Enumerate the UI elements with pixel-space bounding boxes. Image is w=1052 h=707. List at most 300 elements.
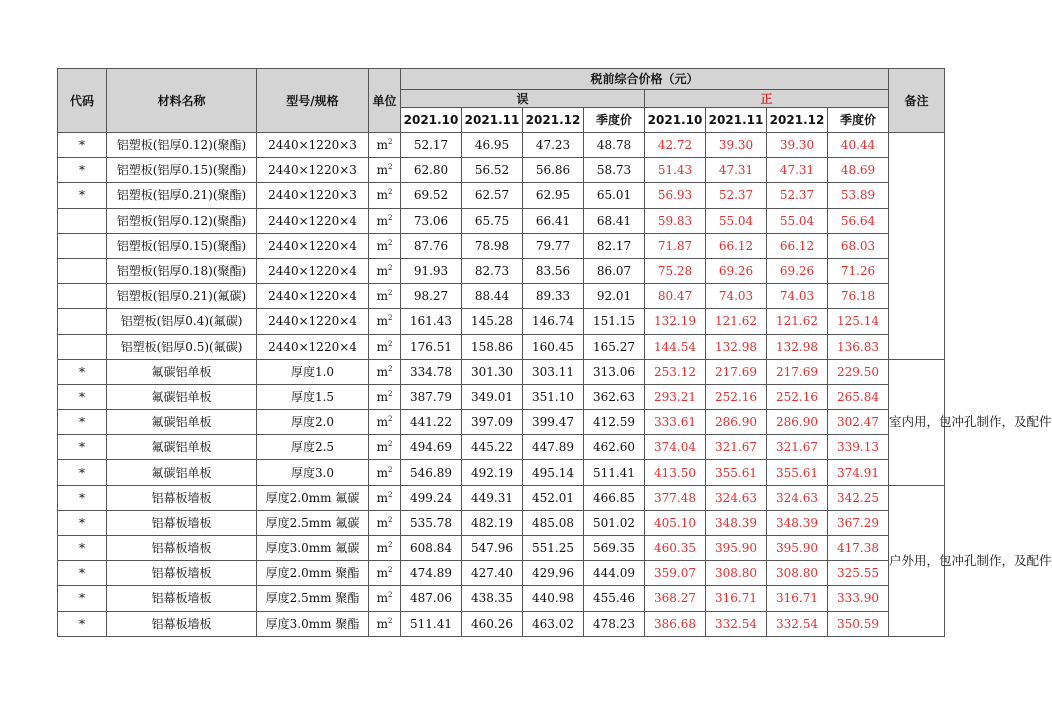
correct-price-cell: 48.69 — [828, 158, 889, 183]
unit-base: m — [376, 515, 388, 530]
table-row — [58, 309, 945, 334]
correct-price-cell: 286.90 — [706, 410, 767, 435]
table-row — [58, 460, 945, 485]
unit-cell — [369, 536, 401, 561]
code-cell: * — [58, 410, 107, 435]
code-cell — [58, 258, 107, 283]
wrong-price-cell: 460.26 — [462, 611, 523, 636]
header-correct: 正 — [645, 90, 889, 108]
spec-cell: 2440×1220×4 — [257, 334, 369, 359]
correct-price-cell: 217.69 — [767, 359, 828, 384]
remark-indoor: 室内用，包冲孔制作，及配件 — [889, 359, 945, 485]
wrong-price-cell: 569.35 — [584, 536, 645, 561]
wrong-price-cell: 351.10 — [523, 384, 584, 409]
unit-base: m — [376, 389, 388, 404]
header-spec: 型号/规格 — [257, 69, 369, 133]
spec-cell: 2440×1220×4 — [257, 233, 369, 258]
wrong-price-cell: 89.33 — [523, 284, 584, 309]
correct-price-cell: 286.90 — [767, 410, 828, 435]
correct-price-cell: 316.71 — [706, 586, 767, 611]
unit-superscript: 2 — [387, 616, 393, 625]
unit-cell — [369, 258, 401, 283]
code-cell — [58, 334, 107, 359]
correct-price-cell: 71.87 — [645, 233, 706, 258]
unit-superscript: 2 — [387, 490, 393, 499]
unit-base: m — [376, 490, 388, 505]
unit-base: m — [376, 138, 388, 153]
correct-price-cell: 121.62 — [706, 309, 767, 334]
unit-cell — [369, 410, 401, 435]
table-row — [58, 611, 945, 636]
wrong-price-cell: 98.27 — [401, 284, 462, 309]
spec-cell: 厚度2.0 — [257, 410, 369, 435]
table-row — [58, 435, 945, 460]
unit-superscript: 2 — [387, 264, 393, 273]
correct-price-cell: 348.39 — [767, 510, 828, 535]
wrong-price-cell: 452.01 — [523, 485, 584, 510]
unit-superscript: 2 — [387, 364, 393, 373]
correct-price-cell: 293.21 — [645, 384, 706, 409]
wrong-price-cell: 397.09 — [462, 410, 523, 435]
unit-cell — [369, 208, 401, 233]
unit-cell — [369, 510, 401, 535]
correct-price-cell: 59.83 — [645, 208, 706, 233]
wrong-price-cell: 313.06 — [584, 359, 645, 384]
header-correct-month-1: 2021.10 — [645, 108, 706, 133]
header-wrong-month-2: 2021.11 — [462, 108, 523, 133]
correct-price-cell: 321.67 — [706, 435, 767, 460]
table-row — [58, 158, 945, 183]
unit-base: m — [376, 566, 388, 581]
correct-price-cell: 55.04 — [767, 208, 828, 233]
correct-price-cell: 132.19 — [645, 309, 706, 334]
wrong-price-cell: 501.02 — [584, 510, 645, 535]
unit-base: m — [376, 238, 388, 253]
unit-cell — [369, 435, 401, 460]
remark-outdoor: 户外用，包冲孔制作，及配件 — [889, 485, 945, 636]
unit-superscript: 2 — [387, 389, 393, 398]
unit-cell — [369, 359, 401, 384]
wrong-price-cell: 463.02 — [523, 611, 584, 636]
wrong-price-cell: 78.98 — [462, 233, 523, 258]
correct-price-cell: 332.54 — [706, 611, 767, 636]
correct-price-cell: 80.47 — [645, 284, 706, 309]
wrong-price-cell: 547.96 — [462, 536, 523, 561]
correct-price-cell: 125.14 — [828, 309, 889, 334]
unit-base: m — [376, 188, 388, 203]
unit-base: m — [376, 541, 388, 556]
wrong-price-cell: 301.30 — [462, 359, 523, 384]
header-remark: 备注 — [889, 69, 945, 133]
material-name-cell: 铝塑板(铝厚0.5)(氟碳) — [107, 334, 257, 359]
remark-cell-empty — [889, 133, 945, 360]
material-name-cell: 铝塑板(铝厚0.21)(氟碳) — [107, 284, 257, 309]
spec-cell: 厚度3.0mm 氟碳 — [257, 536, 369, 561]
material-name-cell: 铝幕板墙板 — [107, 611, 257, 636]
wrong-price-cell: 444.09 — [584, 561, 645, 586]
header-price-group: 税前综合价格（元） — [401, 69, 889, 90]
unit-cell — [369, 284, 401, 309]
wrong-price-cell: 455.46 — [584, 586, 645, 611]
correct-price-cell: 321.67 — [767, 435, 828, 460]
material-name-cell: 铝塑板(铝厚0.21)(聚酯) — [107, 183, 257, 208]
unit-superscript: 2 — [387, 415, 393, 424]
correct-price-cell: 68.03 — [828, 233, 889, 258]
material-name-cell: 铝幕板墙板 — [107, 485, 257, 510]
wrong-price-cell: 535.78 — [401, 510, 462, 535]
header-wrong-quarter: 季度价 — [584, 108, 645, 133]
correct-price-cell: 308.80 — [767, 561, 828, 586]
wrong-price-cell: 160.45 — [523, 334, 584, 359]
wrong-price-cell: 66.41 — [523, 208, 584, 233]
material-name-cell: 氟碳铝单板 — [107, 410, 257, 435]
wrong-price-cell: 447.89 — [523, 435, 584, 460]
material-name-cell: 氟碳铝单板 — [107, 384, 257, 409]
wrong-price-cell: 492.19 — [462, 460, 523, 485]
correct-price-cell: 374.04 — [645, 435, 706, 460]
code-cell — [58, 208, 107, 233]
correct-price-cell: 55.04 — [706, 208, 767, 233]
spec-cell: 2440×1220×4 — [257, 284, 369, 309]
wrong-price-cell: 158.86 — [462, 334, 523, 359]
wrong-price-cell: 58.73 — [584, 158, 645, 183]
correct-price-cell: 71.26 — [828, 258, 889, 283]
correct-price-cell: 52.37 — [706, 183, 767, 208]
header-code: 代码 — [58, 69, 107, 133]
code-cell: * — [58, 561, 107, 586]
material-name-cell: 铝塑板(铝厚0.12)(聚酯) — [107, 133, 257, 158]
header-material-name: 材料名称 — [107, 69, 257, 133]
header-wrong-month-1: 2021.10 — [401, 108, 462, 133]
code-cell: * — [58, 460, 107, 485]
wrong-price-cell: 441.22 — [401, 410, 462, 435]
unit-base: m — [376, 264, 388, 279]
wrong-price-cell: 349.01 — [462, 384, 523, 409]
wrong-price-cell: 438.35 — [462, 586, 523, 611]
wrong-price-cell: 362.63 — [584, 384, 645, 409]
unit-superscript: 2 — [387, 213, 393, 222]
spec-cell: 厚度2.5 — [257, 435, 369, 460]
wrong-price-cell: 485.08 — [523, 510, 584, 535]
correct-price-cell: 350.59 — [828, 611, 889, 636]
unit-superscript: 2 — [387, 314, 393, 323]
wrong-price-cell: 68.41 — [584, 208, 645, 233]
table-row — [58, 284, 945, 309]
correct-price-cell: 252.16 — [706, 384, 767, 409]
correct-price-cell: 342.25 — [828, 485, 889, 510]
wrong-price-cell: 165.27 — [584, 334, 645, 359]
spec-cell: 2440×1220×3 — [257, 158, 369, 183]
unit-base: m — [376, 289, 388, 304]
table-row — [58, 561, 945, 586]
spec-cell: 厚度3.0mm 聚酯 — [257, 611, 369, 636]
correct-price-cell: 69.26 — [767, 258, 828, 283]
wrong-price-cell: 334.78 — [401, 359, 462, 384]
correct-price-cell: 413.50 — [645, 460, 706, 485]
unit-cell — [369, 561, 401, 586]
wrong-price-cell: 494.69 — [401, 435, 462, 460]
spec-cell: 厚度2.5mm 聚酯 — [257, 586, 369, 611]
wrong-price-cell: 82.73 — [462, 258, 523, 283]
wrong-price-cell: 65.01 — [584, 183, 645, 208]
unit-superscript: 2 — [387, 566, 393, 575]
unit-superscript: 2 — [387, 163, 393, 172]
correct-price-cell: 69.26 — [706, 258, 767, 283]
header-correct-month-2: 2021.11 — [706, 108, 767, 133]
correct-price-cell: 52.37 — [767, 183, 828, 208]
code-cell: * — [58, 359, 107, 384]
unit-base: m — [376, 364, 388, 379]
correct-price-cell: 405.10 — [645, 510, 706, 535]
material-name-cell: 铝幕板墙板 — [107, 586, 257, 611]
wrong-price-cell: 499.24 — [401, 485, 462, 510]
correct-price-cell: 460.35 — [645, 536, 706, 561]
material-name-cell: 铝幕板墙板 — [107, 536, 257, 561]
unit-base: m — [376, 415, 388, 430]
wrong-price-cell: 46.95 — [462, 133, 523, 158]
correct-price-cell: 39.30 — [767, 133, 828, 158]
spec-cell: 2440×1220×4 — [257, 309, 369, 334]
code-cell: * — [58, 586, 107, 611]
unit-superscript: 2 — [387, 188, 393, 197]
unit-cell — [369, 586, 401, 611]
wrong-price-cell: 56.86 — [523, 158, 584, 183]
unit-superscript: 2 — [387, 339, 393, 348]
spec-cell: 厚度2.5mm 氟碳 — [257, 510, 369, 535]
wrong-price-cell: 412.59 — [584, 410, 645, 435]
code-cell — [58, 309, 107, 334]
code-cell: * — [58, 485, 107, 510]
wrong-price-cell: 487.06 — [401, 586, 462, 611]
wrong-price-cell: 87.76 — [401, 233, 462, 258]
correct-price-cell: 75.28 — [645, 258, 706, 283]
correct-price-cell: 377.48 — [645, 485, 706, 510]
wrong-price-cell: 427.40 — [462, 561, 523, 586]
wrong-price-cell: 482.19 — [462, 510, 523, 535]
unit-superscript: 2 — [387, 465, 393, 474]
correct-price-cell: 66.12 — [706, 233, 767, 258]
correct-price-cell: 359.07 — [645, 561, 706, 586]
correct-price-cell: 333.61 — [645, 410, 706, 435]
wrong-price-cell: 429.96 — [523, 561, 584, 586]
wrong-price-cell: 551.25 — [523, 536, 584, 561]
unit-cell — [369, 183, 401, 208]
correct-price-cell: 74.03 — [767, 284, 828, 309]
code-cell: * — [58, 510, 107, 535]
correct-price-cell: 395.90 — [767, 536, 828, 561]
correct-price-cell: 39.30 — [706, 133, 767, 158]
material-name-cell: 铝幕板墙板 — [107, 510, 257, 535]
spec-cell: 厚度2.0mm 聚酯 — [257, 561, 369, 586]
unit-superscript: 2 — [387, 440, 393, 449]
header-correct-quarter: 季度价 — [828, 108, 889, 133]
correct-price-cell: 217.69 — [706, 359, 767, 384]
correct-price-cell: 395.90 — [706, 536, 767, 561]
table-row — [58, 233, 945, 258]
correct-price-cell: 374.91 — [828, 460, 889, 485]
material-name-cell: 铝塑板(铝厚0.15)(聚酯) — [107, 158, 257, 183]
header-unit: 单位 — [369, 69, 401, 133]
wrong-price-cell: 387.79 — [401, 384, 462, 409]
wrong-price-cell: 62.80 — [401, 158, 462, 183]
wrong-price-cell: 91.93 — [401, 258, 462, 283]
wrong-price-cell: 92.01 — [584, 284, 645, 309]
unit-cell — [369, 133, 401, 158]
correct-price-cell: 316.71 — [767, 586, 828, 611]
material-name-cell: 铝塑板(铝厚0.18)(聚酯) — [107, 258, 257, 283]
wrong-price-cell: 449.31 — [462, 485, 523, 510]
correct-price-cell: 339.13 — [828, 435, 889, 460]
wrong-price-cell: 52.17 — [401, 133, 462, 158]
wrong-price-cell: 440.98 — [523, 586, 584, 611]
correct-price-cell: 368.27 — [645, 586, 706, 611]
material-name-cell: 氟碳铝单板 — [107, 359, 257, 384]
table-row — [58, 359, 945, 384]
correct-price-cell: 367.29 — [828, 510, 889, 535]
correct-price-cell: 132.98 — [767, 334, 828, 359]
correct-price-cell: 53.89 — [828, 183, 889, 208]
table-row — [58, 183, 945, 208]
wrong-price-cell: 82.17 — [584, 233, 645, 258]
code-cell: * — [58, 183, 107, 208]
correct-price-cell: 265.84 — [828, 384, 889, 409]
wrong-price-cell: 65.75 — [462, 208, 523, 233]
wrong-price-cell: 462.60 — [584, 435, 645, 460]
wrong-price-cell: 47.23 — [523, 133, 584, 158]
unit-superscript: 2 — [387, 591, 393, 600]
wrong-price-cell: 69.52 — [401, 183, 462, 208]
wrong-price-cell: 56.52 — [462, 158, 523, 183]
correct-price-cell: 56.93 — [645, 183, 706, 208]
table-row — [58, 384, 945, 409]
table-body — [58, 133, 1052, 637]
header-wrong-month-3: 2021.12 — [523, 108, 584, 133]
wrong-price-cell: 151.15 — [584, 309, 645, 334]
wrong-price-cell: 466.85 — [584, 485, 645, 510]
wrong-price-cell: 73.06 — [401, 208, 462, 233]
correct-price-cell: 121.62 — [767, 309, 828, 334]
code-cell: * — [58, 158, 107, 183]
wrong-price-cell: 511.41 — [401, 611, 462, 636]
material-name-cell: 氟碳铝单板 — [107, 460, 257, 485]
spec-cell: 2440×1220×3 — [257, 183, 369, 208]
unit-cell — [369, 309, 401, 334]
unit-cell — [369, 485, 401, 510]
correct-price-cell: 132.98 — [706, 334, 767, 359]
correct-price-cell: 40.44 — [828, 133, 889, 158]
correct-price-cell: 42.72 — [645, 133, 706, 158]
wrong-price-cell: 511.41 — [584, 460, 645, 485]
unit-superscript: 2 — [387, 289, 393, 298]
correct-price-cell: 74.03 — [706, 284, 767, 309]
unit-cell — [369, 158, 401, 183]
correct-price-cell: 324.63 — [767, 485, 828, 510]
unit-cell — [369, 460, 401, 485]
wrong-price-cell: 83.56 — [523, 258, 584, 283]
spec-cell: 2440×1220×4 — [257, 258, 369, 283]
code-cell: * — [58, 536, 107, 561]
table-row — [58, 334, 945, 359]
wrong-price-cell: 474.89 — [401, 561, 462, 586]
correct-price-cell: 333.90 — [828, 586, 889, 611]
code-cell: * — [58, 611, 107, 636]
correct-price-cell: 417.38 — [828, 536, 889, 561]
wrong-price-cell: 88.44 — [462, 284, 523, 309]
spec-cell: 厚度2.0mm 氟碳 — [257, 485, 369, 510]
unit-superscript: 2 — [387, 138, 393, 147]
header-wrong: 误 — [401, 90, 645, 108]
wrong-price-cell: 62.57 — [462, 183, 523, 208]
correct-price-cell: 66.12 — [767, 233, 828, 258]
correct-price-cell: 324.63 — [706, 485, 767, 510]
correct-price-cell: 325.55 — [828, 561, 889, 586]
wrong-price-cell: 399.47 — [523, 410, 584, 435]
unit-cell — [369, 334, 401, 359]
wrong-price-cell: 478.23 — [584, 611, 645, 636]
correct-price-cell: 355.61 — [706, 460, 767, 485]
unit-base: m — [376, 465, 388, 480]
correct-price-cell: 355.61 — [767, 460, 828, 485]
material-name-cell: 铝幕板墙板 — [107, 561, 257, 586]
unit-superscript: 2 — [387, 515, 393, 524]
wrong-price-cell: 86.07 — [584, 258, 645, 283]
unit-base: m — [376, 163, 388, 178]
spec-cell: 厚度1.0 — [257, 359, 369, 384]
wrong-price-cell: 161.43 — [401, 309, 462, 334]
price-correction-table — [57, 68, 1052, 637]
unit-superscript: 2 — [387, 541, 393, 550]
correct-price-cell: 47.31 — [767, 158, 828, 183]
material-name-cell: 氟碳铝单板 — [107, 435, 257, 460]
correct-price-cell: 144.54 — [645, 334, 706, 359]
material-name-cell: 铝塑板(铝厚0.12)(聚酯) — [107, 208, 257, 233]
correct-price-cell: 386.68 — [645, 611, 706, 636]
correct-price-cell: 136.83 — [828, 334, 889, 359]
table-row — [58, 133, 945, 158]
table-row — [58, 258, 945, 283]
material-name-cell: 铝塑板(铝厚0.4)(氟碳) — [107, 309, 257, 334]
wrong-price-cell: 546.89 — [401, 460, 462, 485]
unit-cell — [369, 233, 401, 258]
table-row — [58, 410, 945, 435]
wrong-price-cell: 146.74 — [523, 309, 584, 334]
correct-price-cell: 253.12 — [645, 359, 706, 384]
correct-price-cell: 76.18 — [828, 284, 889, 309]
unit-base: m — [376, 314, 388, 329]
spec-cell: 厚度3.0 — [257, 460, 369, 485]
material-name-cell: 铝塑板(铝厚0.15)(聚酯) — [107, 233, 257, 258]
table-row — [58, 485, 945, 510]
wrong-price-cell: 62.95 — [523, 183, 584, 208]
unit-base: m — [376, 339, 388, 354]
unit-base: m — [376, 591, 388, 606]
header-correct-month-3: 2021.12 — [767, 108, 828, 133]
unit-cell — [369, 384, 401, 409]
table-row — [58, 536, 945, 561]
code-cell: * — [58, 384, 107, 409]
wrong-price-cell: 48.78 — [584, 133, 645, 158]
code-cell: * — [58, 133, 107, 158]
unit-base: m — [376, 440, 388, 455]
wrong-price-cell: 445.22 — [462, 435, 523, 460]
correct-price-cell: 252.16 — [767, 384, 828, 409]
correct-price-cell: 56.64 — [828, 208, 889, 233]
wrong-price-cell: 176.51 — [401, 334, 462, 359]
wrong-price-cell: 145.28 — [462, 309, 523, 334]
spec-cell: 2440×1220×4 — [257, 208, 369, 233]
unit-superscript: 2 — [387, 238, 393, 247]
correct-price-cell: 51.43 — [645, 158, 706, 183]
